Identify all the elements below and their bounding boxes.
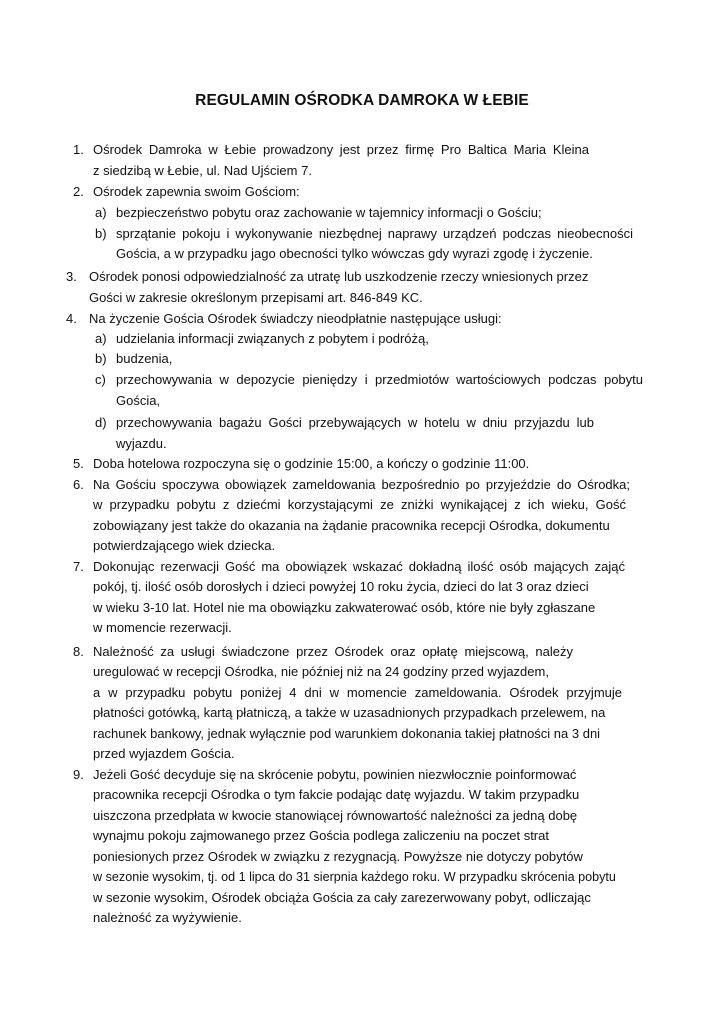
item-text-line: uregulować w recepcji Ośrodka, nie później niż na 24 godziny przed wyjazdem, xyxy=(93,664,549,679)
item-text-line: Na życzenie Gościa Ośrodek świadczy nieodpłatnie następujące usługi: xyxy=(89,311,502,326)
item-text-line: wynajmu pokoju zajmowanego przez Gościa podlega zaliczeniu na poczet strat xyxy=(93,828,549,843)
item-text-line: Doba hotelowa rozpoczyna się o godzinie 15:00, a kończy o godzinie 11:00. xyxy=(93,456,530,471)
item-text-line: pokój, tj. ilość osób dorosłych i dzieci powyżej 10 roku życia, dzieci do lat 3 oraz dzieci xyxy=(93,579,589,594)
document-title: REGULAMIN OŚRODKA DAMROKA W ŁEBIE xyxy=(195,92,529,109)
item-text-line: Należność za usługi świadczone przez Ośrodek oraz opłatę miejscową, należy xyxy=(93,644,573,659)
subitem-letter: a) xyxy=(95,205,107,220)
item-text-line: przed wyjazdem Gościa. xyxy=(93,746,235,761)
subitem-text-line: bezpieczeństwo pobytu oraz zachowanie w tajemnicy informacji o Gościu; xyxy=(116,205,542,220)
item-text-line: Na Gościu spoczywa obowiązek zameldowania bezpośrednio po przyjeździe do Ośrodka; xyxy=(93,477,630,492)
item-text-line: Dokonując rezerwacji Gość ma obowiązek wskazać dokładną ilość osób mających zająć xyxy=(93,559,625,574)
item-text-line: Gości w zakresie określonym przepisami art. 846-849 KC. xyxy=(89,290,423,305)
item-number: 2. xyxy=(73,184,84,199)
item-text-line: w sezonie wysokim, tj. od 1 lipca do 31 sierpnia każdego roku. W przypadku skrócenia pobytu xyxy=(93,870,616,884)
item-text-line: pracownika recepcji Ośrodka o tym fakcie podając datę wyjazdu. W takim przypadku xyxy=(93,787,580,802)
subitem-letter: d) xyxy=(95,415,107,430)
item-text-line: płatności gotówką, kartą płatniczą, a także w uzasadnionych przypadkach przelewem, na xyxy=(93,705,606,720)
item-number: 4. xyxy=(66,311,77,326)
item-text-line: w przypadku pobytu z dziećmi korzystającymi ze zniżki wynikającej z ich wieku, Gość xyxy=(93,497,626,512)
subitem-text-line: przechowywania bagażu Gości przebywających w hotelu w dniu przyjazdu lub xyxy=(116,415,594,430)
item-text-line: zobowiązany jest także do okazania na żądanie pracownika recepcji Ośrodka, dokumentu xyxy=(93,518,610,533)
subitem-letter: b) xyxy=(95,226,107,241)
subitem-text-line: Gościa, xyxy=(116,393,161,408)
item-text-line: z siedzibą w Łebie, ul. Nad Ujściem 7. xyxy=(93,163,312,178)
item-text-line: w momencie rezerwacji. xyxy=(93,620,232,635)
subitem-text-line: Gościa, a w przypadku jago obecności tylko wówczas gdy wyrazi zgodę i życzenie. xyxy=(116,246,593,261)
item-number: 1. xyxy=(73,142,84,157)
item-number: 6. xyxy=(73,477,84,492)
item-text-line: a w przypadku pobytu poniżej 4 dni w momencie zameldowania. Ośrodek przyjmuje xyxy=(93,685,622,700)
item-text-line: Ośrodek ponosi odpowiedzialność za utratę lub uszkodzenie rzeczy wniesionych przez xyxy=(89,269,589,284)
item-text-line: uiszczona przedpłata w kwocie stanowiącej równowartość należności za jedną dobę xyxy=(93,808,578,823)
item-text-line: należność za wyżywienie. xyxy=(93,910,242,925)
subitem-letter: c) xyxy=(95,372,106,387)
item-text-line: Jeżeli Gość decyduje się na skrócenie pobytu, powinien niezwłocznie poinformować xyxy=(93,767,577,782)
item-text-line: w wieku 3-10 lat. Hotel nie ma obowiązku zakwaterować osób, które nie były zgłaszane xyxy=(93,600,596,615)
subitem-text-line: budzenia, xyxy=(116,351,173,366)
item-text-line: rachunek bankowy, jednak wyłącznie pod warunkiem dokonania takiej płatności na 3 dni xyxy=(93,726,601,741)
subitem-letter: b) xyxy=(95,351,107,366)
item-text-line: poniesionych przez Ośrodek w związku z rezygnacją. Powyższe nie dotyczy pobytów xyxy=(93,849,583,864)
item-number: 3. xyxy=(66,269,77,284)
subitem-letter: a) xyxy=(95,331,107,346)
item-text-line: w sezonie wysokim, Ośrodek obciąża Gościa za cały zarezerwowany pobyt, odliczając xyxy=(93,890,591,905)
subitem-text-line: wyjazdu. xyxy=(116,436,167,451)
item-number: 7. xyxy=(73,559,84,574)
subitem-text-line: przechowywania w depozycie pieniędzy i przedmiotów wartościowych podczas pobytu xyxy=(116,372,643,387)
item-number: 5. xyxy=(73,456,84,471)
item-number: 8. xyxy=(73,644,84,659)
subitem-text-line: sprzątanie pokoju i wykonywanie niezbędnej naprawy urządzeń podczas nieobecności xyxy=(116,226,633,241)
subitem-text-line: udzielania informacji związanych z pobytem i podróżą, xyxy=(116,331,429,346)
item-text-line: Ośrodek zapewnia swoim Gościom: xyxy=(93,184,300,199)
item-number: 9. xyxy=(73,767,84,782)
item-text-line: potwierdzającego wiek dziecka. xyxy=(93,538,276,553)
item-text-line: Ośrodek Damroka w Łebie prowadzony jest przez firmę Pro Baltica Maria Kleina xyxy=(93,142,589,157)
